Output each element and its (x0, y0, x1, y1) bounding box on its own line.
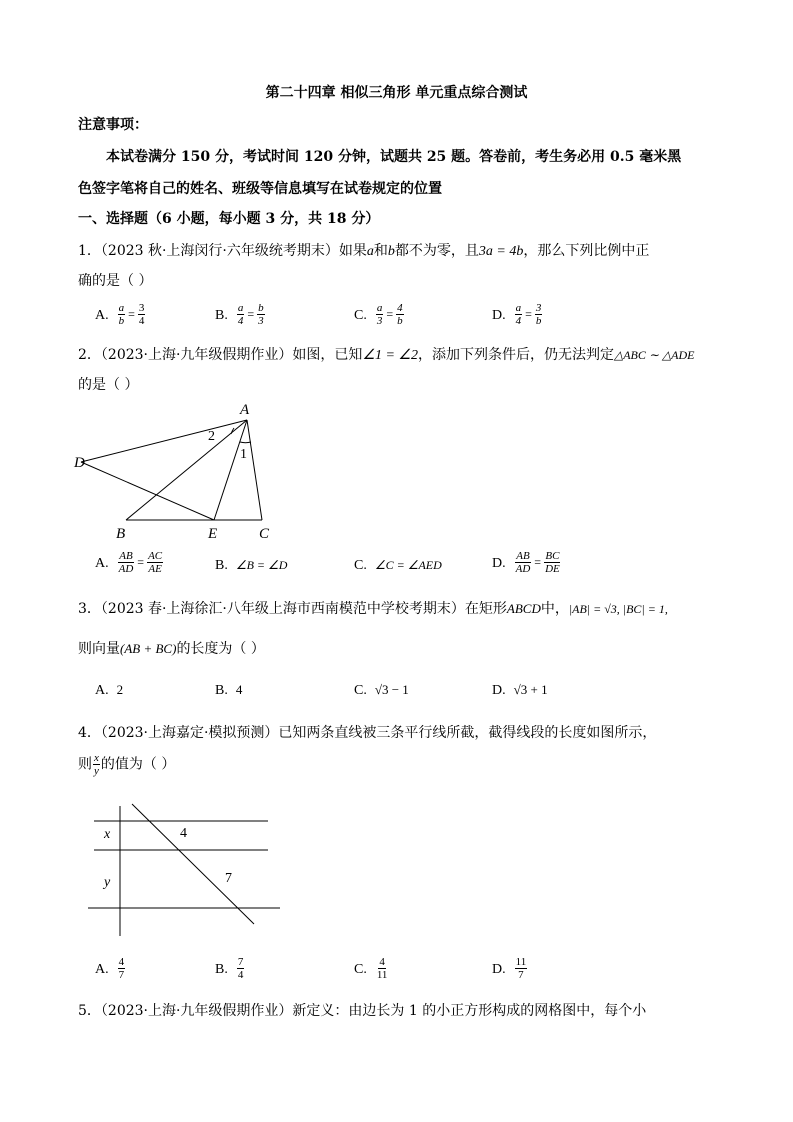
q1-option-d-label: D. (492, 307, 506, 323)
q1-option-d[interactable]: D. $\frac{a}{4}$ = $\frac{3}{b}$ (492, 302, 542, 327)
q3-option-c[interactable] (354, 682, 409, 699)
q3-option-d[interactable] (492, 682, 548, 699)
segment-7-label: 7 (225, 871, 232, 886)
q1-d-left-den: 4 (515, 315, 522, 327)
angle-1-arc (240, 442, 251, 443)
question-3-line-2 (78, 638, 265, 658)
q3-option-d-label: D. (492, 683, 506, 698)
q1-b-right-den: 3 (258, 315, 264, 327)
q4-option-b[interactable] (215, 956, 245, 981)
q2-similarity: △ABC ∼ △ADE (614, 348, 695, 362)
q4-d-den: 7 (518, 969, 524, 981)
q2-option-a[interactable]: A. $\frac{AB}{AD}$ = $\frac{AC}{AE}$ (95, 550, 163, 575)
q2-option-b-text: ∠B = ∠D (235, 558, 288, 572)
notice-line-1: 本试卷满分 150 分，考试时间 120 分钟，试题共 25 题。答卷前，考生务必用 0.5 毫米黑 (106, 149, 682, 165)
q3-condition: |AB| = √3, |BC| = 1, (568, 602, 668, 616)
q2-d-left-den: AD (515, 563, 531, 575)
q3-rect: ABCD (506, 601, 541, 616)
q4-d-num: 11 (515, 956, 527, 968)
q1-option-c[interactable]: C. $\frac{a}{3}$ = $\frac{4}{b}$ (354, 302, 403, 327)
q1-var-a: a (366, 244, 374, 259)
question-5-line-1: 5．（2023·上海·九年级假期作业）新定义：由边长为 1 的小正方形构成的网格图中，每个小 (78, 1003, 647, 1019)
angle-1-label: 1 (240, 447, 247, 462)
q1-prefix: 1．（2023 秋·上海闵行·六年级统考期末）如果 (78, 243, 367, 259)
q1-condition: 3a = 4b (478, 244, 524, 259)
notice-line-2: 色签字笔将自己的姓名、班级等信息填写在试卷规定的位置 (78, 181, 442, 197)
line-ae (214, 420, 247, 520)
point-c-label: C (259, 526, 270, 542)
q3-option-a-text: 2 (116, 682, 124, 697)
point-b-label: B (116, 526, 126, 542)
q1-d-right-num: 3 (535, 302, 542, 314)
q1-option-b[interactable]: B. $\frac{a}{4}$ = $\frac{b}{3}$ (215, 302, 264, 327)
q2-option-d[interactable]: D. $\frac{AB}{AD}$ = $\frac{BC}{DE}$ (492, 550, 560, 575)
q1-a-left-den: b (118, 315, 125, 327)
q1-var-b: b (387, 244, 395, 259)
q2-option-b[interactable] (215, 557, 287, 574)
segment-x-label: x (104, 827, 111, 842)
question-3-line-1 (78, 598, 668, 618)
diagonal-line (132, 804, 254, 924)
q4-line2-suffix: 的值为（ ） (100, 756, 176, 773)
segment-y-label: y (104, 875, 111, 890)
q4-c-den: 11 (376, 969, 388, 981)
q3-mid: 中， (540, 601, 569, 617)
q1-mid1: 和 (373, 243, 388, 259)
q3-line2-suffix: 的长度为（ ） (176, 641, 265, 657)
q2-a-right-den: AE (148, 563, 162, 575)
notice-heading: 注意事项： (78, 117, 148, 133)
q3-option-a-label: A. (95, 683, 109, 698)
q4-option-d-label: D. (492, 961, 506, 977)
q2-option-d-label: D. (492, 555, 506, 571)
q4-a-den: 7 (118, 969, 125, 981)
q2-option-c-text: ∠C = ∠AED (374, 558, 442, 572)
q3-option-b-label: B. (215, 683, 228, 698)
q1-c-right-den: b (397, 315, 403, 327)
q1-c-left-den: 3 (376, 315, 383, 327)
q1-b-left-num: a (237, 302, 244, 314)
q2-option-a-label: A. (95, 555, 109, 571)
q3-option-b-text: 4 (235, 682, 243, 697)
q2-option-c-label: C. (354, 558, 367, 573)
q3-vector: (AB + BC) (120, 641, 177, 656)
q2-a-right-num: AC (148, 550, 163, 562)
q2-d-left-num: AB (516, 550, 530, 562)
q4-line2-prefix: 则 (78, 756, 92, 773)
q2-option-b-label: B. (215, 558, 228, 573)
q1-option-c-label: C. (354, 307, 367, 323)
q4-c-num: 4 (379, 956, 385, 968)
angle-2-label: 2 (208, 429, 215, 444)
q4-option-d[interactable] (492, 956, 528, 981)
q4-b-num: 7 (237, 956, 244, 968)
q2-d-right-num: BC (545, 550, 560, 562)
q1-c-left-num: a (376, 302, 383, 314)
q4-parallel-lines-figure (80, 800, 290, 940)
question-1-line-1 (78, 240, 649, 260)
q1-option-a[interactable]: A. $\frac{a}{b}$ = $\frac{3}{4}$ (95, 302, 145, 327)
q2-a-left-num: AB (119, 550, 133, 562)
q1-suffix: ，那么下列比例中正 (523, 243, 650, 259)
question-4-line-2 (78, 752, 175, 777)
q2-a-left-den: AD (118, 563, 134, 575)
q1-b-left-den: 4 (237, 315, 244, 327)
q1-a-right-num: 3 (138, 302, 145, 314)
section-heading: 一、选择题（6 小题，每小题 3 分，共 18 分） (78, 211, 380, 227)
q1-option-a-label: A. (95, 307, 109, 323)
q3-option-b[interactable] (215, 682, 242, 699)
q2-triangle-figure (70, 396, 290, 546)
q2-d-right-den: DE (545, 563, 560, 575)
q3-option-c-text: √3 − 1 (374, 682, 409, 697)
q4-frac-x: x (94, 752, 99, 764)
page-title: 第二十四章 相似三角形 单元重点综合测试 (265, 85, 528, 101)
point-d-label: D (74, 455, 85, 471)
line-de (81, 462, 214, 520)
q4-option-a-label: A. (95, 961, 109, 977)
q4-frac-y: y (94, 765, 99, 777)
q3-option-c-label: C. (354, 683, 367, 698)
question-2-line-2: 的是（ ） (78, 377, 139, 393)
q4-b-den: 4 (237, 969, 244, 981)
point-a-label: A (240, 402, 250, 418)
q4-option-b-label: B. (215, 961, 228, 977)
q1-a-left-num: a (118, 302, 125, 314)
q2-condition: ∠1 = ∠2 (362, 348, 418, 363)
line-ac (247, 420, 262, 520)
q1-d-left-num: a (515, 302, 522, 314)
q4-a-num: 4 (118, 956, 125, 968)
q3-option-d-text: √3 + 1 (513, 682, 548, 697)
q4-option-c-label: C. (354, 961, 367, 977)
q3-prefix: 3．（2023 春·上海徐汇·八年级上海市西南模范中学校考期末）在矩形 (78, 601, 507, 617)
q1-option-b-label: B. (215, 307, 228, 323)
q4-option-a[interactable] (95, 956, 126, 981)
question-2-line-1 (78, 344, 695, 364)
question-1-line-2: 确的是（ ） (78, 273, 153, 289)
q1-c-right-num: 4 (397, 302, 403, 314)
q1-mid2: 都不为零，且 (394, 243, 479, 259)
point-e-label: E (208, 526, 218, 542)
q2-prefix: 2．（2023·上海·九年级假期作业）如图，已知 (78, 347, 363, 363)
q4-option-c[interactable] (354, 956, 389, 981)
q3-line2-prefix: 则向量 (78, 641, 120, 657)
q2-option-c[interactable] (354, 557, 442, 574)
q3-option-a[interactable] (95, 682, 123, 699)
question-4-line-1: 4．（2023·上海嘉定·模拟预测）已知两条直线被三条平行线所截，截得线段的长度如图所示， (78, 725, 657, 741)
q1-d-right-den: b (535, 315, 542, 327)
q1-a-right-den: 4 (138, 315, 145, 327)
q1-b-right-num: b (258, 302, 264, 314)
q2-mid: ，添加下列条件后，仍无法判定 (418, 347, 614, 363)
segment-4-label: 4 (180, 826, 187, 841)
